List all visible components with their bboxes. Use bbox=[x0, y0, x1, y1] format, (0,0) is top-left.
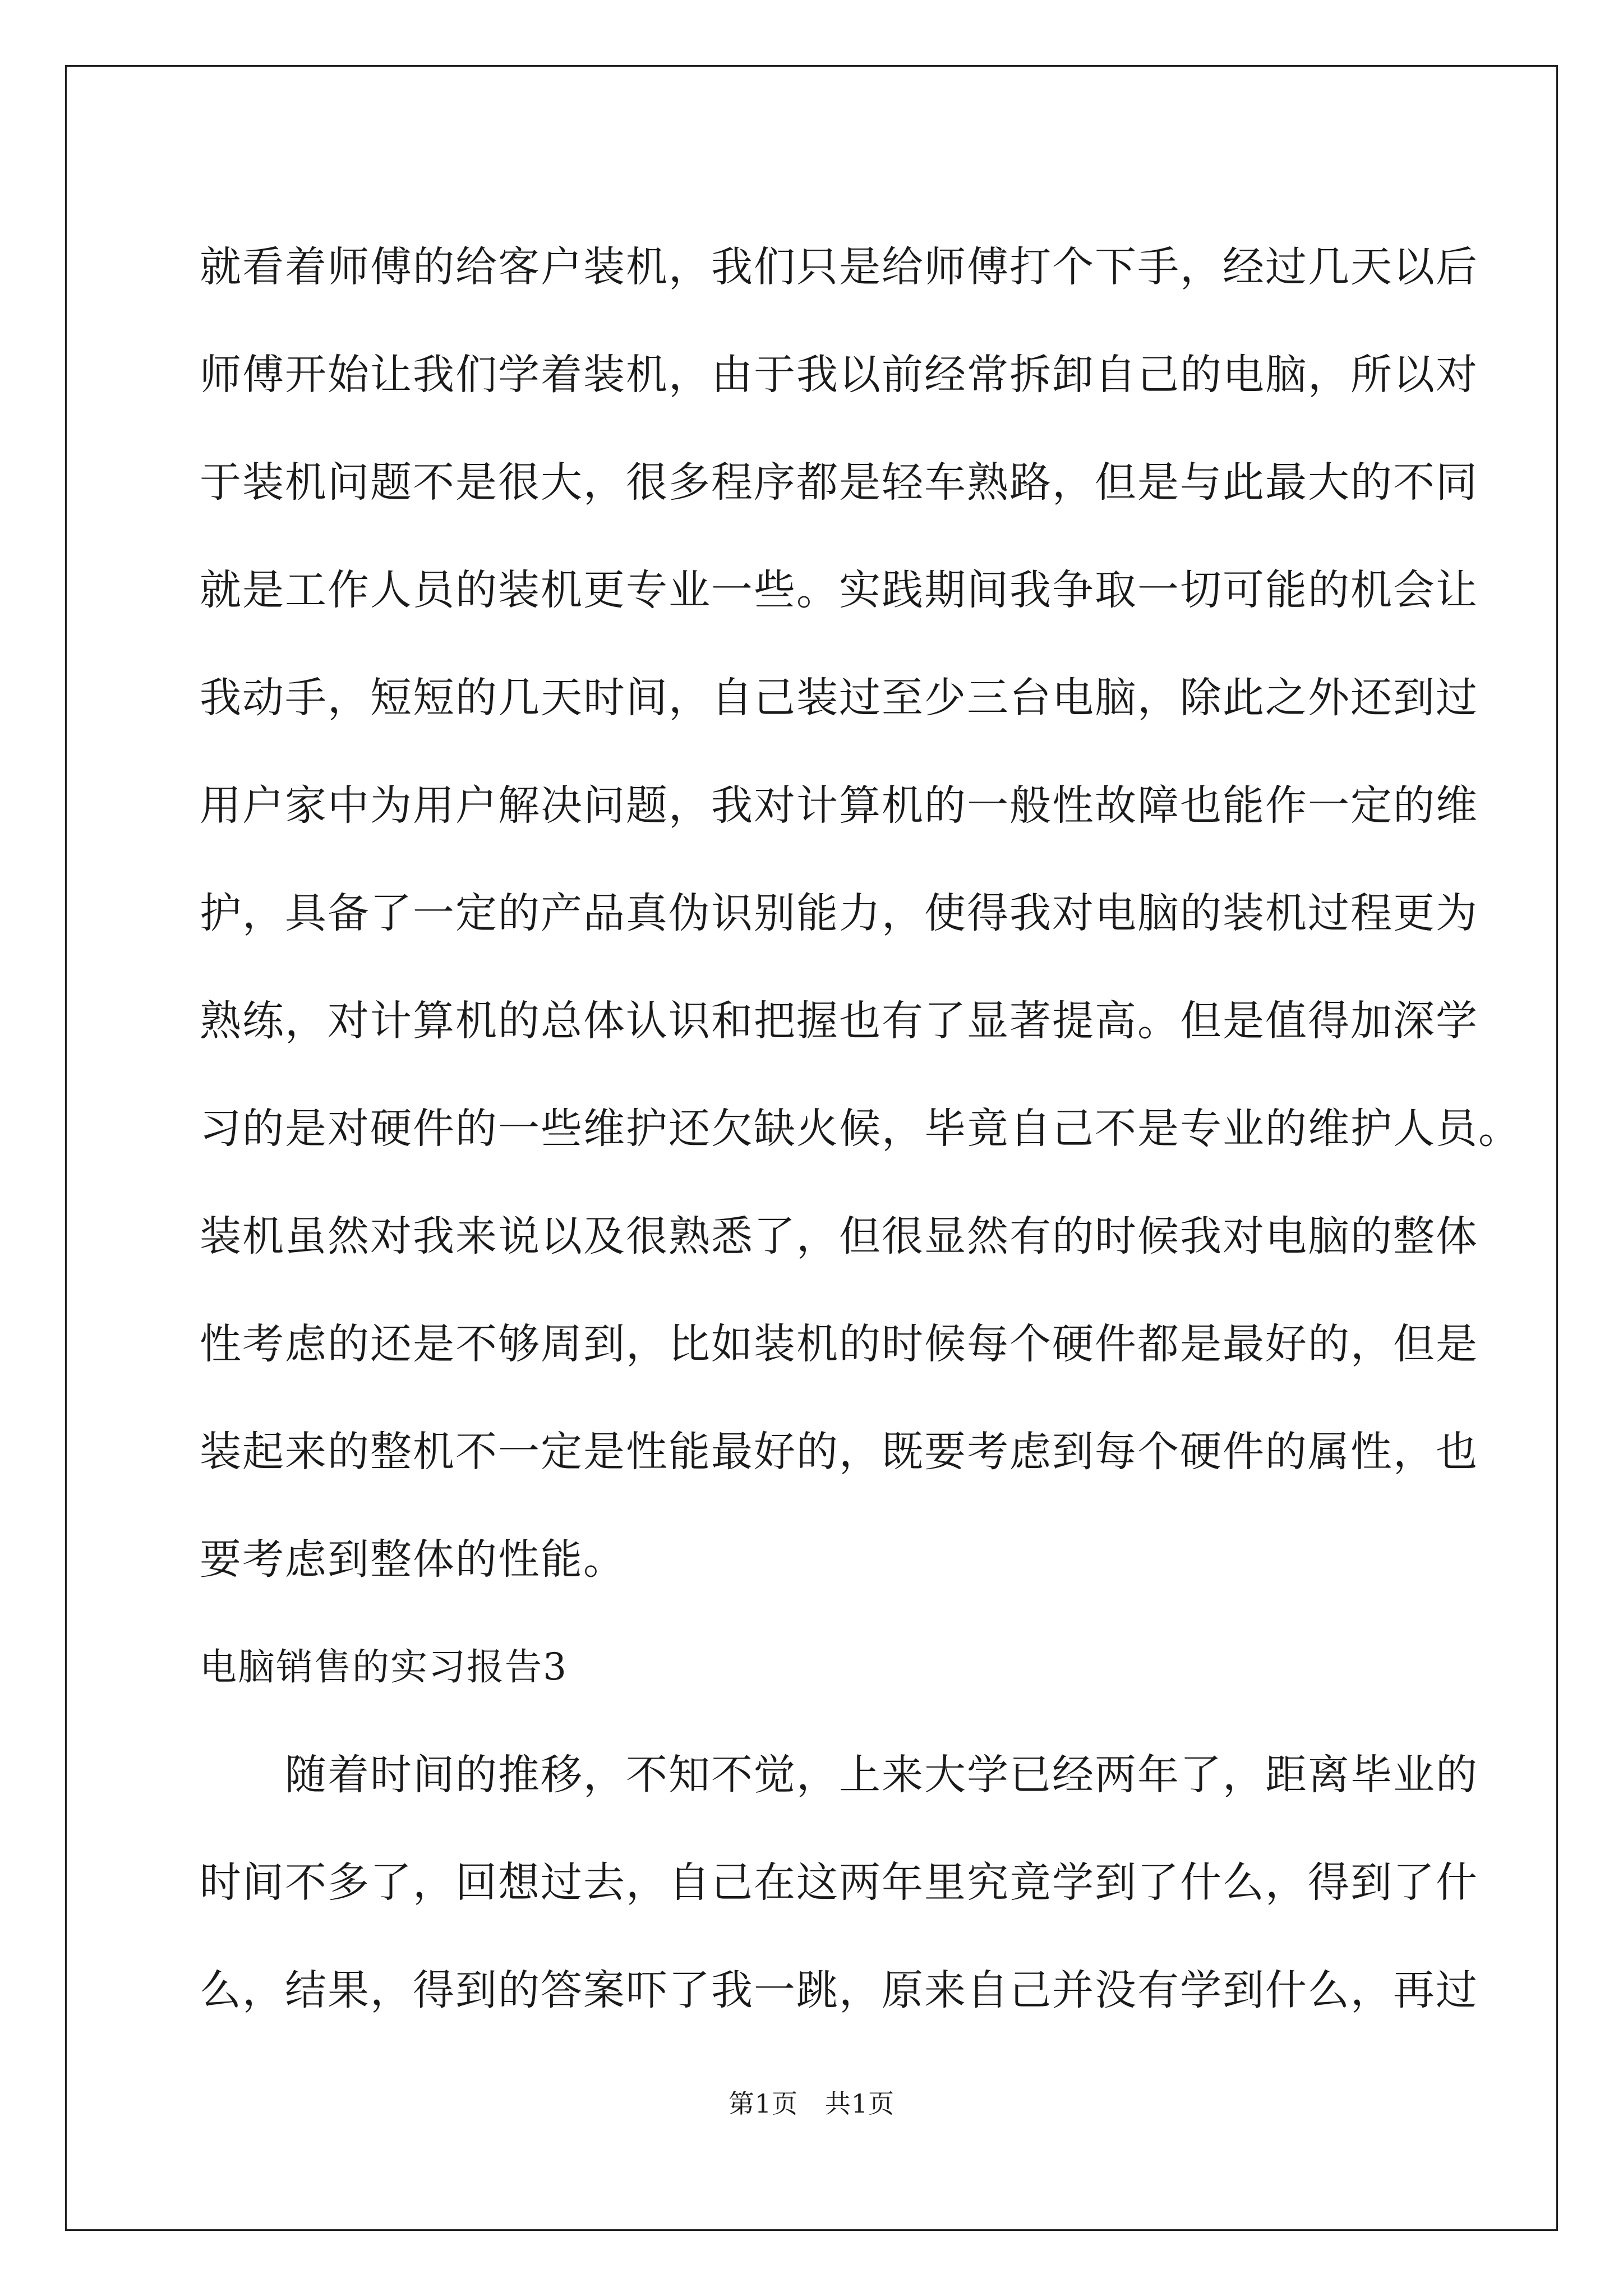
paragraph-line: 用户家中为用户解决问题，我对计算机的一般性故障也能作一定的维 bbox=[200, 781, 1478, 830]
paragraph-line: 就是工作人员的装机更专业一些。实践期间我争取一切可能的机会让 bbox=[200, 566, 1478, 614]
paragraph-line: 时间不多了，回想过去，自己在这两年里究竟学到了什么，得到了什 bbox=[200, 1858, 1478, 1907]
page-number: 第1页 bbox=[728, 2088, 799, 2119]
page-footer bbox=[0, 2087, 1623, 2120]
paragraph-line: 就看着师傅的给客户装机，我们只是给师傅打个下手，经过几天以后 bbox=[200, 243, 1478, 291]
paragraph-line: 护，具备了一定的产品真伪识别能力，使得我对电脑的装机过程更为 bbox=[200, 889, 1478, 937]
paragraph-line: 性考虑的还是不够周到，比如装机的时候每个硬件都是最好的，但是 bbox=[200, 1320, 1478, 1368]
paragraph-line: 么，结果，得到的答案吓了我一跳，原来自己并没有学到什么，再过 bbox=[200, 1966, 1478, 2014]
paragraph-line: 习的是对硬件的一些维护还欠缺火候，毕竟自己不是专业的维护人员。 bbox=[200, 1105, 1521, 1153]
paragraph-line: 要考虑到整体的性能。 bbox=[200, 1535, 626, 1584]
paragraph-line: 熟练，对计算机的总体认识和把握也有了显著提高。但是值得加深学 bbox=[200, 997, 1478, 1045]
paragraph-line: 于装机问题不是很大，很多程序都是轻车熟路，但是与此最大的不同 bbox=[200, 458, 1478, 507]
paragraph-line: 装机虽然对我来说以及很熟悉了，但很显然有的时候我对电脑的整体 bbox=[200, 1212, 1478, 1260]
paragraph-line: 装起来的整机不一定是性能最好的，既要考虑到每个硬件的属性，也 bbox=[200, 1428, 1478, 1476]
paragraph-line: 我动手，短短的几天时间，自己装过至少三台电脑，除此之外还到过 bbox=[200, 674, 1478, 722]
section-heading: 电脑销售的实习报告3 bbox=[200, 1645, 568, 1688]
page-total: 共1页 bbox=[824, 2088, 895, 2119]
paragraph-line: 师傅开始让我们学着装机，由于我以前经常拆卸自己的电脑，所以对 bbox=[200, 351, 1478, 399]
paragraph-line: 随着时间的推移，不知不觉，上来大学已经两年了，距离毕业的 bbox=[200, 1751, 1478, 1799]
document-body bbox=[200, 213, 1521, 2044]
